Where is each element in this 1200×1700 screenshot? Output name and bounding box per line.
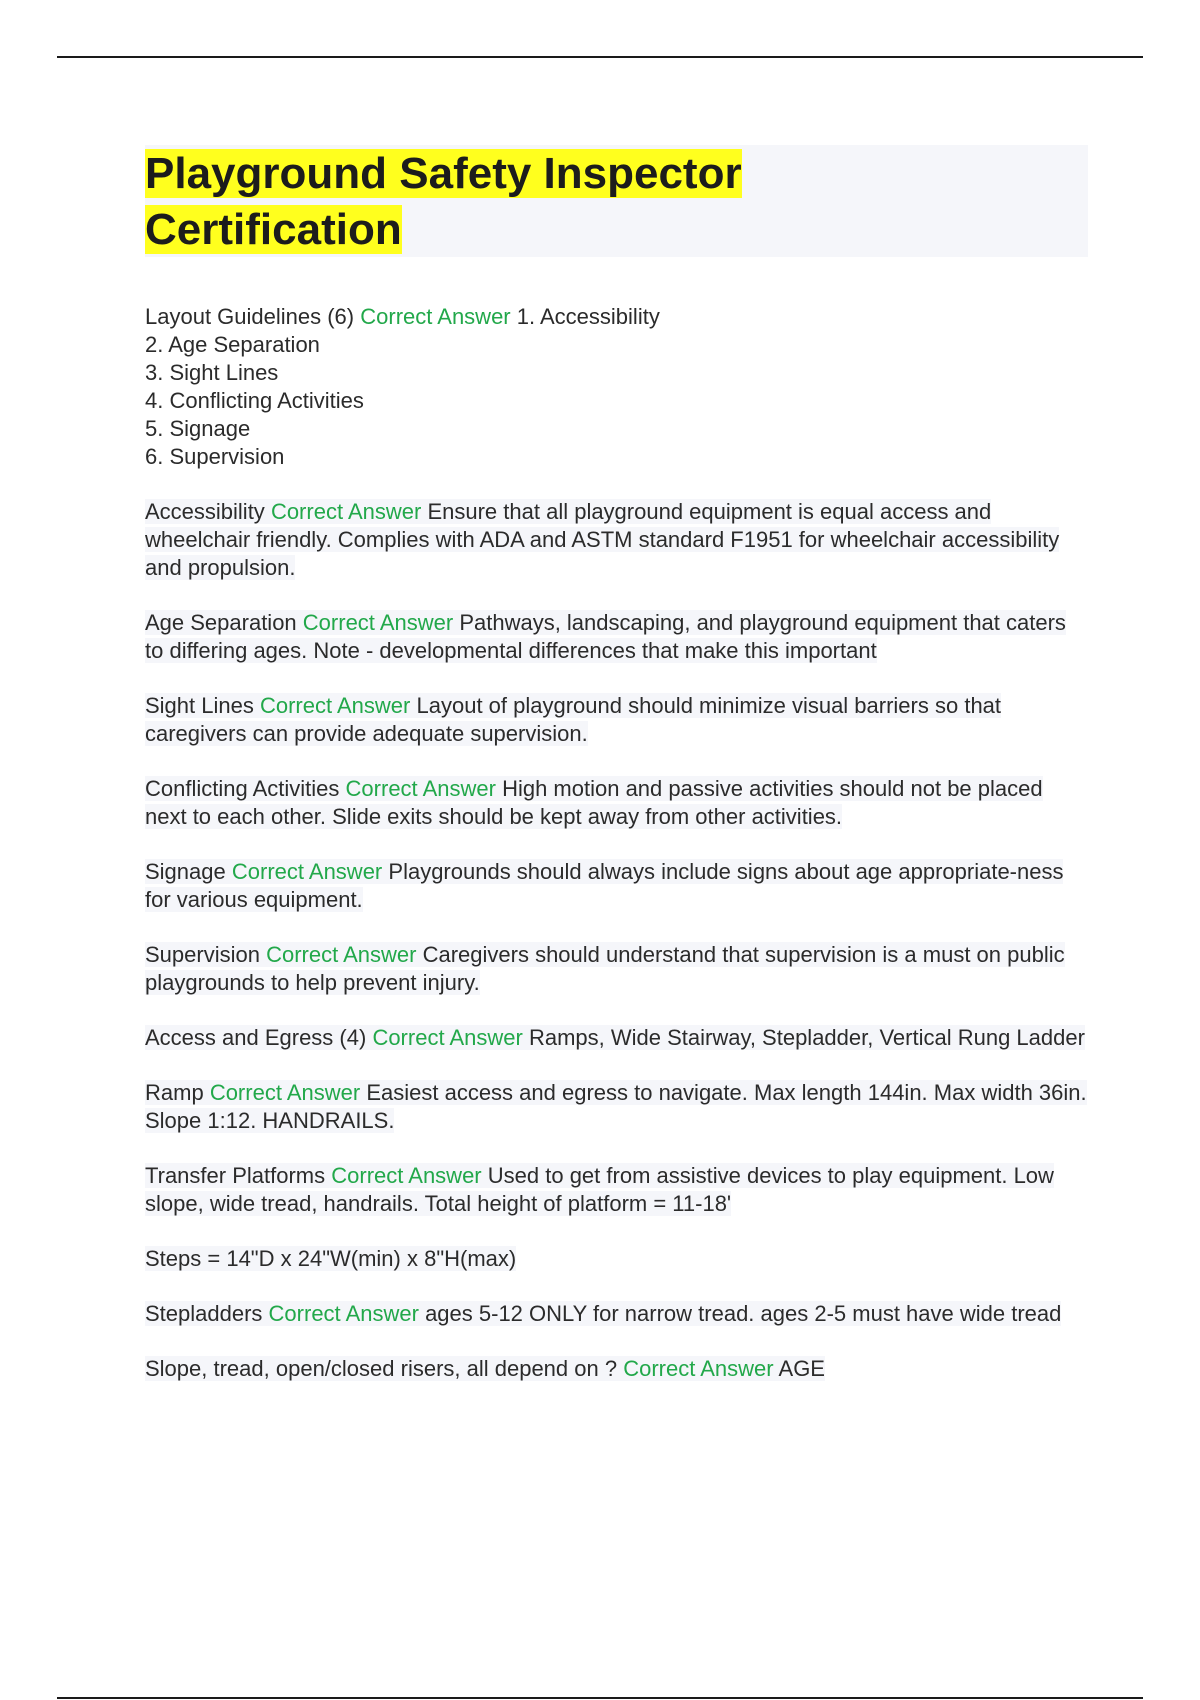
qa-item bbox=[145, 858, 1090, 914]
answer: Playgrounds should always include signs about age appropriate-ness for various equipment. bbox=[145, 859, 1064, 912]
question: Signage bbox=[145, 859, 226, 884]
footer-rule bbox=[57, 1697, 1143, 1699]
list-item: 3. Sight Lines bbox=[145, 360, 279, 385]
question: Transfer Platforms bbox=[145, 1163, 326, 1188]
list-item: 4. Conflicting Activities bbox=[145, 388, 364, 413]
correct-answer-label: Correct Answer bbox=[372, 1025, 523, 1050]
correct-answer-label: Correct Answer bbox=[268, 1301, 419, 1326]
correct-answer-label: Correct Answer bbox=[266, 942, 417, 967]
question: Age Separation bbox=[145, 610, 297, 635]
qa-item bbox=[145, 941, 1090, 997]
qa-item bbox=[145, 609, 1090, 665]
qa-item bbox=[145, 1162, 1090, 1218]
list-item: 1. Accessibility bbox=[516, 304, 660, 329]
page-title bbox=[145, 146, 742, 258]
answer: Caregivers should understand that supervision is a must on public playgrounds to help prevent injury. bbox=[145, 942, 1065, 995]
answer: Used to get from assistive devices to play equipment. Low slope, wide tread, handrails. Total height of platform = 11-18' bbox=[145, 1163, 1054, 1216]
question: Conflicting Activities bbox=[145, 776, 340, 801]
question: Layout Guidelines (6) bbox=[145, 304, 355, 329]
answer: Pathways, landscaping, and playground equipment that caters to differing ages. Note - developmental differences that make this important bbox=[145, 610, 1066, 663]
correct-answer-label: Correct Answer bbox=[209, 1080, 361, 1105]
correct-answer-label: Correct Answer bbox=[259, 693, 411, 718]
question: Access and Egress (4) bbox=[145, 1025, 367, 1050]
correct-answer-label: Correct Answer bbox=[623, 1356, 774, 1381]
correct-answer-label: Correct Answer bbox=[270, 499, 422, 524]
qa-item bbox=[145, 1355, 1090, 1383]
answer: Ramps, Wide Stairway, Stepladder, Vertical Rung Ladder bbox=[528, 1025, 1085, 1050]
correct-answer-label: Correct Answer bbox=[360, 304, 511, 329]
answer: Ensure that all playground equipment is equal access and wheelchair friendly. Complies with ADA and ASTM standard F1951 for wheelchair accessibility and propulsion. bbox=[145, 499, 1060, 580]
question: Stepladders bbox=[145, 1301, 263, 1326]
correct-answer-label: Correct Answer bbox=[345, 776, 496, 801]
question: Supervision bbox=[145, 942, 260, 967]
qa-item bbox=[145, 692, 1090, 748]
question: Accessibility bbox=[145, 499, 265, 524]
qa-layout-guidelines bbox=[145, 303, 1090, 471]
qa-item bbox=[145, 775, 1090, 831]
title-line-1: Playground Safety Inspector bbox=[145, 149, 742, 198]
answer: ages 5-12 ONLY for narrow tread. ages 2-5 must have wide tread bbox=[425, 1301, 1062, 1326]
correct-answer-label: Correct Answer bbox=[302, 610, 454, 635]
question: Ramp bbox=[145, 1080, 204, 1105]
list-item: 5. Signage bbox=[145, 416, 251, 441]
question: Slope, tread, open/closed risers, all depend on ? bbox=[145, 1356, 618, 1381]
title-line-2: Certification bbox=[145, 205, 402, 254]
qa-item bbox=[145, 1300, 1090, 1328]
answer: AGE bbox=[778, 1356, 825, 1381]
qa-content bbox=[145, 303, 1090, 1410]
answer: Easiest access and egress to navigate. Max length 144in. Max width 36in. Slope 1:12. HANDRAILS. bbox=[145, 1080, 1087, 1133]
correct-answer-label: Correct Answer bbox=[231, 859, 383, 884]
qa-item bbox=[145, 498, 1090, 582]
answer: High motion and passive activities should not be placed next to each other. Slide exits should be kept away from other activities. bbox=[145, 776, 1043, 829]
correct-answer-label: Correct Answer bbox=[331, 1163, 482, 1188]
header-rule bbox=[57, 56, 1143, 58]
question: Sight Lines bbox=[145, 693, 254, 718]
steps-note-text: Steps = 14"D x 24"W(min) x 8"H(max) bbox=[145, 1246, 517, 1271]
qa-item bbox=[145, 1024, 1090, 1052]
list-item: 6. Supervision bbox=[145, 444, 285, 469]
steps-note bbox=[145, 1245, 1090, 1273]
qa-item bbox=[145, 1079, 1090, 1135]
list-item: 2. Age Separation bbox=[145, 332, 320, 357]
answer: Layout of playground should minimize visual barriers so that caregivers can provide adequate supervision. bbox=[145, 693, 1002, 746]
